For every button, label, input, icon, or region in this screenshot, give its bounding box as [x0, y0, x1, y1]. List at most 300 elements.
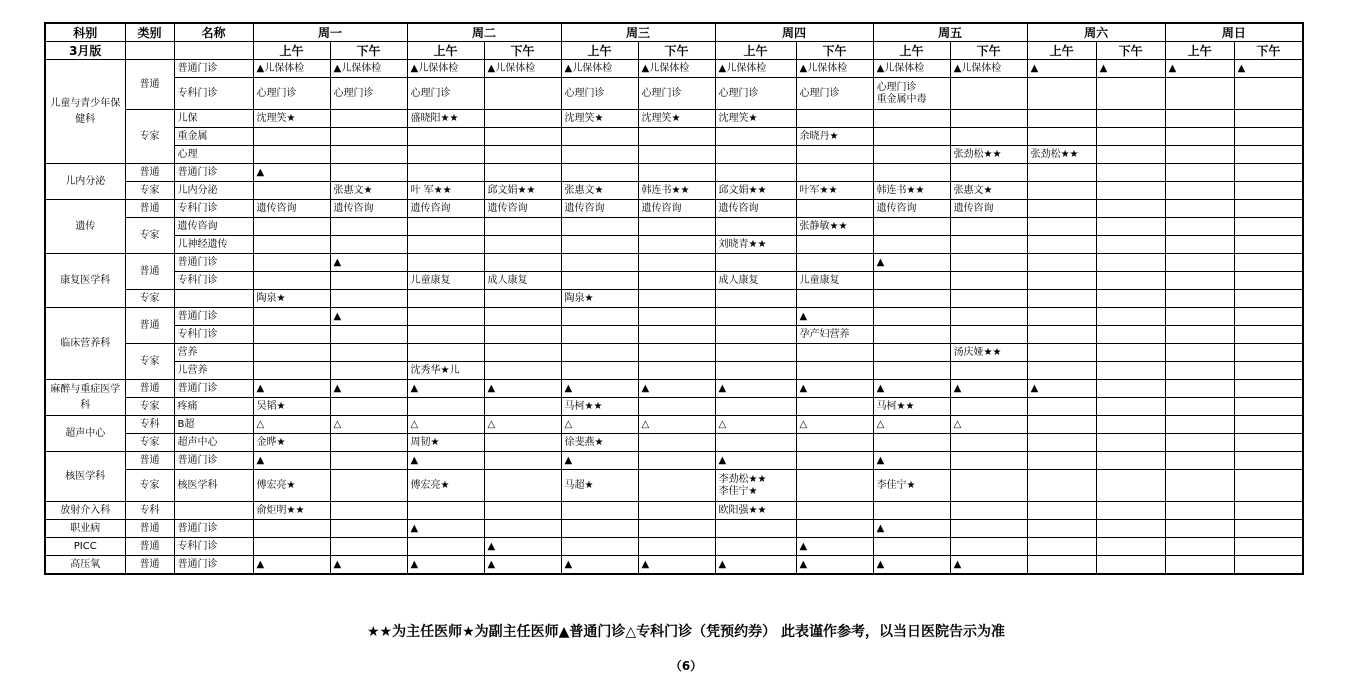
- schedule-cell: [715, 146, 796, 164]
- schedule-cell: [638, 308, 715, 326]
- schedule-cell: △: [950, 416, 1027, 434]
- schedule-cell: 张劲松★★: [1027, 146, 1096, 164]
- category-label: 专科: [125, 416, 174, 434]
- schedule-cell: △: [484, 416, 561, 434]
- schedule-cell: ▲: [873, 520, 950, 538]
- category-label: 普通: [125, 164, 174, 182]
- schedule-cell: [253, 146, 330, 164]
- schedule-cell: [253, 326, 330, 344]
- schedule-cell: [1234, 362, 1303, 380]
- schedule-cell: [484, 308, 561, 326]
- schedule-cell: 余晓丹★: [796, 128, 873, 146]
- schedule-cell: [1165, 182, 1234, 200]
- schedule-row: [45, 380, 1303, 398]
- schedule-cell: [1027, 362, 1096, 380]
- schedule-cell: [1165, 78, 1234, 110]
- schedule-cell: [873, 502, 950, 520]
- schedule-cell: ▲: [561, 556, 638, 575]
- schedule-cell: ▲儿保体检: [330, 60, 407, 78]
- schedule-cell: 遗传咨询: [561, 200, 638, 218]
- schedule-cell: [1234, 556, 1303, 575]
- clinic-name: 超声中心: [174, 434, 253, 452]
- schedule-cell: 韩连书★★: [638, 182, 715, 200]
- schedule-cell: [1096, 556, 1165, 575]
- schedule-cell: [950, 290, 1027, 308]
- schedule-cell: ▲: [950, 380, 1027, 398]
- schedule-cell: ▲: [330, 308, 407, 326]
- department-name: 康复医学科: [45, 254, 125, 308]
- schedule-cell: 张劲松★★: [950, 146, 1027, 164]
- schedule-cell: 沈理笑★: [561, 110, 638, 128]
- schedule-cell: [1234, 146, 1303, 164]
- schedule-cell: [1234, 502, 1303, 520]
- schedule-cell: [950, 78, 1027, 110]
- schedule-cell: [407, 146, 484, 164]
- schedule-cell: [561, 326, 638, 344]
- schedule-cell: [638, 254, 715, 272]
- schedule-cell: ▲: [873, 556, 950, 575]
- schedule-cell: [484, 110, 561, 128]
- header-am: 上午: [1027, 42, 1096, 60]
- schedule-cell: 遗传咨询: [873, 200, 950, 218]
- schedule-row: [45, 254, 1303, 272]
- schedule-cell: 叶 军★★: [407, 182, 484, 200]
- schedule-cell: [1234, 290, 1303, 308]
- schedule-cell: [1027, 344, 1096, 362]
- schedule-cell: [1165, 434, 1234, 452]
- schedule-cell: 儿童康复: [407, 272, 484, 290]
- schedule-cell: ▲: [330, 380, 407, 398]
- schedule-cell: [638, 434, 715, 452]
- header-pm: 下午: [638, 42, 715, 60]
- schedule-cell: [1234, 520, 1303, 538]
- schedule-cell: [950, 434, 1027, 452]
- schedule-cell: [873, 236, 950, 254]
- schedule-cell: [484, 452, 561, 470]
- schedule-cell: [1027, 236, 1096, 254]
- schedule-cell: [1234, 326, 1303, 344]
- schedule-cell: [715, 290, 796, 308]
- schedule-cell: [330, 218, 407, 236]
- schedule-cell: [638, 218, 715, 236]
- schedule-cell: [1165, 502, 1234, 520]
- schedule-cell: 遗传咨询: [950, 200, 1027, 218]
- schedule-cell: [796, 164, 873, 182]
- schedule-cell: [1234, 398, 1303, 416]
- clinic-schedule-table: [44, 22, 1304, 575]
- schedule-cell: 周韧★: [407, 434, 484, 452]
- schedule-cell: [1234, 538, 1303, 556]
- schedule-cell: [638, 344, 715, 362]
- schedule-cell: [1165, 362, 1234, 380]
- schedule-cell: [873, 110, 950, 128]
- department-name: 儿童与青少年保健科: [45, 60, 125, 164]
- header-version: 3月版: [45, 42, 125, 60]
- schedule-cell: [561, 218, 638, 236]
- schedule-cell: [253, 308, 330, 326]
- schedule-cell: ▲: [873, 380, 950, 398]
- schedule-row: [45, 556, 1303, 575]
- schedule-cell: [1096, 326, 1165, 344]
- schedule-cell: 儿童康复: [796, 272, 873, 290]
- schedule-cell: [561, 344, 638, 362]
- schedule-cell: △: [638, 416, 715, 434]
- header-pm: 下午: [950, 42, 1027, 60]
- schedule-cell: [638, 398, 715, 416]
- schedule-cell: 韩连书★★: [873, 182, 950, 200]
- schedule-cell: [796, 398, 873, 416]
- header-pm: 下午: [1234, 42, 1303, 60]
- schedule-cell: 心理门诊: [638, 78, 715, 110]
- schedule-cell: △: [330, 416, 407, 434]
- schedule-cell: [1096, 308, 1165, 326]
- schedule-cell: [638, 236, 715, 254]
- schedule-cell: [950, 326, 1027, 344]
- schedule-cell: ▲: [796, 308, 873, 326]
- schedule-cell: [950, 452, 1027, 470]
- schedule-cell: [796, 520, 873, 538]
- schedule-cell: ▲: [484, 538, 561, 556]
- schedule-cell: [1096, 470, 1165, 502]
- schedule-cell: [1027, 398, 1096, 416]
- schedule-cell: [1165, 290, 1234, 308]
- schedule-cell: △: [796, 416, 873, 434]
- schedule-cell: ▲: [638, 380, 715, 398]
- schedule-cell: [330, 502, 407, 520]
- schedule-cell: [253, 362, 330, 380]
- schedule-cell: [1096, 200, 1165, 218]
- schedule-cell: [1027, 272, 1096, 290]
- schedule-cell: 欧阳强★★: [715, 502, 796, 520]
- category-label: 普通: [125, 254, 174, 290]
- schedule-cell: ▲: [1234, 60, 1303, 78]
- schedule-row: [45, 218, 1303, 236]
- schedule-cell: [1027, 254, 1096, 272]
- page-number: （6）: [669, 659, 703, 673]
- category-label: 专科: [125, 502, 174, 520]
- schedule-row: [45, 344, 1303, 362]
- schedule-cell: [407, 236, 484, 254]
- schedule-cell: [407, 344, 484, 362]
- schedule-cell: [950, 470, 1027, 502]
- schedule-cell: [638, 520, 715, 538]
- schedule-cell: 张静敏★★: [796, 218, 873, 236]
- department-name: 职业病: [45, 520, 125, 538]
- schedule-cell: 心理门诊: [561, 78, 638, 110]
- schedule-cell: [484, 128, 561, 146]
- schedule-cell: ▲: [715, 556, 796, 575]
- schedule-cell: [1165, 398, 1234, 416]
- schedule-cell: [1096, 128, 1165, 146]
- schedule-cell: 吴韬★: [253, 398, 330, 416]
- schedule-cell: [1165, 308, 1234, 326]
- schedule-row: [45, 78, 1303, 110]
- schedule-cell: 陶泉★: [253, 290, 330, 308]
- schedule-cell: [1165, 146, 1234, 164]
- schedule-cell: 心理门诊 重金属中毒: [873, 78, 950, 110]
- schedule-cell: [330, 434, 407, 452]
- schedule-cell: [253, 520, 330, 538]
- clinic-name: 专科门诊: [174, 200, 253, 218]
- clinic-name: 专科门诊: [174, 326, 253, 344]
- department-name: 高压氧: [45, 556, 125, 575]
- schedule-row: [45, 470, 1303, 502]
- schedule-cell: [1096, 182, 1165, 200]
- schedule-cell: [1096, 254, 1165, 272]
- schedule-cell: 汤庆娅★★: [950, 344, 1027, 362]
- schedule-cell: [407, 398, 484, 416]
- schedule-cell: 心理门诊: [715, 78, 796, 110]
- schedule-cell: [561, 128, 638, 146]
- schedule-cell: [715, 254, 796, 272]
- schedule-cell: [638, 362, 715, 380]
- header-day-fri: 周五: [873, 23, 1027, 42]
- schedule-cell: [873, 326, 950, 344]
- schedule-cell: [1234, 380, 1303, 398]
- clinic-name: 专科门诊: [174, 272, 253, 290]
- schedule-cell: ▲: [950, 556, 1027, 575]
- schedule-cell: ▲: [561, 452, 638, 470]
- schedule-cell: [1234, 470, 1303, 502]
- schedule-cell: [1165, 272, 1234, 290]
- schedule-cell: ▲: [873, 452, 950, 470]
- schedule-cell: [1096, 380, 1165, 398]
- schedule-cell: [796, 502, 873, 520]
- header-am: 上午: [561, 42, 638, 60]
- category-label: 普通: [125, 380, 174, 398]
- department-name: 儿内分泌: [45, 164, 125, 200]
- schedule-cell: 遗传咨询: [484, 200, 561, 218]
- department-name: 临床营养科: [45, 308, 125, 380]
- schedule-cell: [950, 308, 1027, 326]
- schedule-cell: [330, 290, 407, 308]
- schedule-cell: ▲: [484, 380, 561, 398]
- header-category: 类别: [125, 23, 174, 42]
- schedule-cell: [561, 272, 638, 290]
- schedule-cell: ▲: [638, 556, 715, 575]
- schedule-cell: 傅宏亮★: [253, 470, 330, 502]
- schedule-cell: [638, 272, 715, 290]
- schedule-cell: [253, 272, 330, 290]
- schedule-row: [45, 326, 1303, 344]
- schedule-cell: [1234, 78, 1303, 110]
- schedule-cell: [715, 520, 796, 538]
- schedule-cell: [1027, 326, 1096, 344]
- schedule-cell: ▲: [253, 452, 330, 470]
- schedule-cell: [1234, 254, 1303, 272]
- schedule-cell: [561, 236, 638, 254]
- schedule-cell: 心理门诊: [796, 78, 873, 110]
- schedule-cell: [873, 164, 950, 182]
- schedule-cell: [715, 398, 796, 416]
- schedule-cell: [1096, 344, 1165, 362]
- header-pm: 下午: [796, 42, 873, 60]
- schedule-cell: [1165, 128, 1234, 146]
- category-label: 专家: [125, 290, 174, 308]
- schedule-cell: [796, 470, 873, 502]
- schedule-cell: [1027, 452, 1096, 470]
- schedule-cell: [1096, 362, 1165, 380]
- schedule-cell: [484, 290, 561, 308]
- clinic-name: 普通门诊: [174, 380, 253, 398]
- schedule-cell: [873, 128, 950, 146]
- schedule-cell: [484, 520, 561, 538]
- header-day-wed: 周三: [561, 23, 715, 42]
- schedule-cell: [253, 218, 330, 236]
- category-label: 普通: [125, 556, 174, 575]
- category-label: 普通: [125, 308, 174, 344]
- schedule-cell: 金晔★: [253, 434, 330, 452]
- schedule-cell: ▲: [796, 556, 873, 575]
- schedule-cell: [1165, 470, 1234, 502]
- schedule-cell: [1165, 218, 1234, 236]
- schedule-row: [45, 362, 1303, 380]
- schedule-cell: [330, 128, 407, 146]
- schedule-cell: [1027, 434, 1096, 452]
- schedule-cell: [561, 538, 638, 556]
- category-label: 普通: [125, 520, 174, 538]
- schedule-row: [45, 110, 1303, 128]
- schedule-cell: [873, 538, 950, 556]
- header-day-mon: 周一: [253, 23, 407, 42]
- schedule-cell: ▲: [484, 556, 561, 575]
- schedule-cell: [1096, 502, 1165, 520]
- category-label: 普通: [125, 452, 174, 470]
- schedule-cell: [1027, 290, 1096, 308]
- schedule-row: [45, 502, 1303, 520]
- clinic-name: 儿神经遗传: [174, 236, 253, 254]
- schedule-cell: [561, 502, 638, 520]
- department-name: 放射介入科: [45, 502, 125, 520]
- schedule-cell: [950, 218, 1027, 236]
- category-label: 普通: [125, 200, 174, 218]
- schedule-cell: [796, 236, 873, 254]
- schedule-cell: [638, 538, 715, 556]
- schedule-cell: [873, 146, 950, 164]
- schedule-cell: [561, 362, 638, 380]
- schedule-cell: [1234, 344, 1303, 362]
- schedule-cell: [330, 272, 407, 290]
- schedule-row: [45, 164, 1303, 182]
- schedule-cell: [1027, 502, 1096, 520]
- schedule-cell: [873, 272, 950, 290]
- schedule-cell: [1165, 200, 1234, 218]
- schedule-cell: [638, 164, 715, 182]
- schedule-cell: 邱文娟★★: [715, 182, 796, 200]
- schedule-cell: ▲儿保体检: [950, 60, 1027, 78]
- schedule-cell: [1234, 434, 1303, 452]
- schedule-cell: ▲: [1027, 60, 1096, 78]
- schedule-cell: [873, 344, 950, 362]
- schedule-cell: 心理门诊: [330, 78, 407, 110]
- header-blank: [125, 42, 174, 60]
- schedule-cell: [484, 344, 561, 362]
- schedule-cell: [950, 110, 1027, 128]
- schedule-cell: [950, 236, 1027, 254]
- schedule-row: [45, 128, 1303, 146]
- schedule-cell: ▲: [330, 556, 407, 575]
- schedule-cell: [715, 128, 796, 146]
- schedule-cell: [1165, 380, 1234, 398]
- schedule-row: [45, 452, 1303, 470]
- schedule-cell: [1234, 236, 1303, 254]
- schedule-cell: [1165, 416, 1234, 434]
- schedule-cell: [796, 146, 873, 164]
- schedule-cell: [950, 398, 1027, 416]
- schedule-cell: 遗传咨询: [638, 200, 715, 218]
- schedule-cell: [1027, 520, 1096, 538]
- schedule-cell: [638, 290, 715, 308]
- schedule-cell: [330, 164, 407, 182]
- schedule-cell: [1165, 326, 1234, 344]
- schedule-cell: [330, 452, 407, 470]
- schedule-cell: [484, 146, 561, 164]
- schedule-cell: 心理门诊: [253, 78, 330, 110]
- schedule-cell: ▲: [715, 452, 796, 470]
- schedule-row: [45, 538, 1303, 556]
- category-label: 专家: [125, 218, 174, 254]
- schedule-cell: [1165, 164, 1234, 182]
- schedule-cell: 李劲松★★ 李佳宁★: [715, 470, 796, 502]
- schedule-cell: [873, 290, 950, 308]
- schedule-cell: [1096, 290, 1165, 308]
- schedule-cell: 心理门诊: [407, 78, 484, 110]
- schedule-cell: [796, 200, 873, 218]
- schedule-cell: [407, 254, 484, 272]
- category-label: 专家: [125, 344, 174, 380]
- schedule-cell: [1096, 110, 1165, 128]
- schedule-cell: [950, 254, 1027, 272]
- header-pm: 下午: [330, 42, 407, 60]
- schedule-cell: ▲: [1165, 60, 1234, 78]
- schedule-cell: 李佳宁★: [873, 470, 950, 502]
- clinic-name: 专科门诊: [174, 538, 253, 556]
- schedule-cell: [1027, 78, 1096, 110]
- category-label: 专家: [125, 110, 174, 164]
- schedule-cell: 马超★: [561, 470, 638, 502]
- schedule-cell: [484, 398, 561, 416]
- header-day-sun: 周日: [1165, 23, 1303, 42]
- schedule-cell: [561, 254, 638, 272]
- schedule-cell: ▲: [1096, 60, 1165, 78]
- header-day-sat: 周六: [1027, 23, 1165, 42]
- schedule-cell: [1027, 200, 1096, 218]
- schedule-cell: [1096, 434, 1165, 452]
- schedule-cell: [1234, 452, 1303, 470]
- schedule-cell: [873, 362, 950, 380]
- schedule-cell: [950, 538, 1027, 556]
- schedule-cell: ▲: [796, 380, 873, 398]
- clinic-name: 普通门诊: [174, 452, 253, 470]
- schedule-cell: [1027, 110, 1096, 128]
- schedule-cell: [1027, 538, 1096, 556]
- schedule-row: [45, 520, 1303, 538]
- schedule-cell: [484, 236, 561, 254]
- schedule-cell: [1096, 452, 1165, 470]
- schedule-cell: ▲: [253, 164, 330, 182]
- schedule-cell: [950, 272, 1027, 290]
- schedule-cell: ▲: [407, 380, 484, 398]
- schedule-cell: 邱文娟★★: [484, 182, 561, 200]
- schedule-cell: 马柯★★: [561, 398, 638, 416]
- schedule-cell: [1165, 110, 1234, 128]
- schedule-cell: [1165, 520, 1234, 538]
- schedule-cell: [1234, 182, 1303, 200]
- schedule-cell: [638, 452, 715, 470]
- schedule-cell: ▲: [330, 254, 407, 272]
- schedule-cell: 沈理笑★: [715, 110, 796, 128]
- clinic-name: 普通门诊: [174, 308, 253, 326]
